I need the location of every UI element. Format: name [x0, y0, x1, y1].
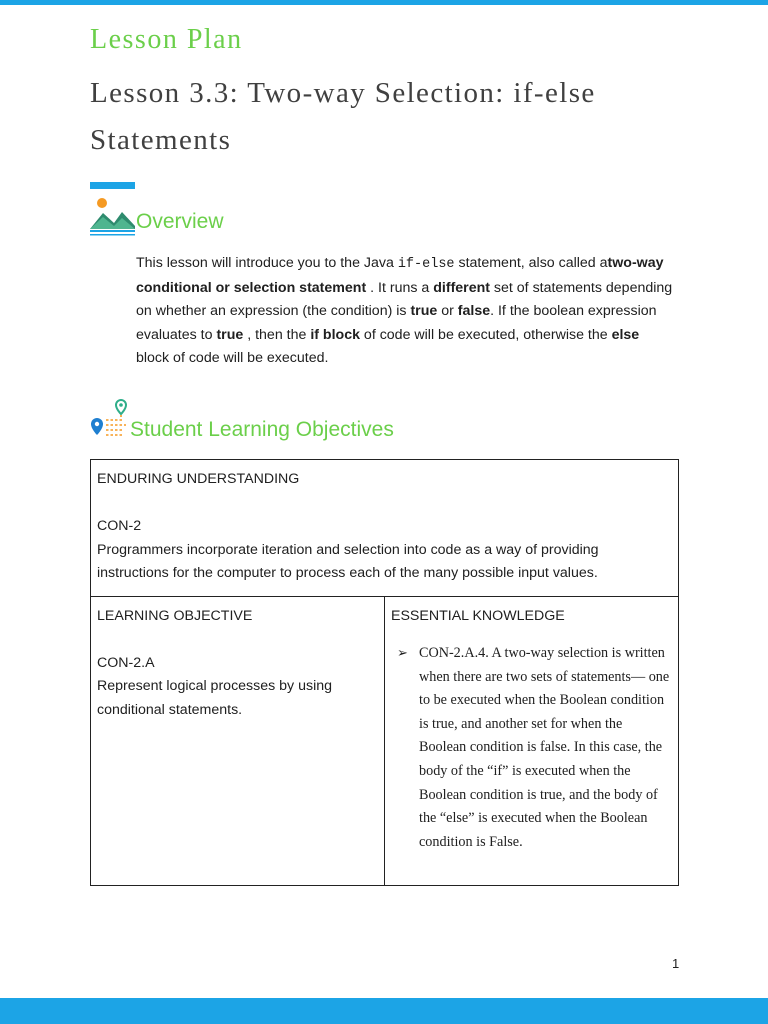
- landscape-image-icon: [90, 182, 135, 237]
- term-false: false: [457, 303, 491, 319]
- map-route-icon: [88, 398, 130, 442]
- essential-knowledge-cell: [385, 596, 679, 885]
- bottom-accent-bar: [0, 998, 768, 1024]
- term-two-way-conditional: two-way conditional or selection statement: [136, 255, 664, 296]
- top-accent-bar: [0, 0, 768, 5]
- essential-knowledge-text: CON-2.A.4. A two-way selection is written when there are two sets of statements— one to be executed when the Boolean condition is true, and another set for when the Boolean condition is false. In this case, the body of the “if” is executed when the Boolean condition is true, and the body of the “else” is executed when the Boolean condition is False.: [419, 645, 670, 850]
- overview-text-segment: This lesson will introduce you to the Java: [136, 255, 398, 271]
- term-true: true: [410, 303, 438, 319]
- lesson-title: Lesson 3.3: Two-way Selection: if-else Statements: [90, 77, 596, 156]
- overview-text-segment: , then the: [243, 326, 311, 343]
- term-else: else: [611, 326, 640, 343]
- table-row: [91, 460, 679, 597]
- page-number: 1: [672, 956, 680, 971]
- term-different: different: [433, 279, 490, 296]
- learning-objective-label: LEARNING OBJECTIVE: [97, 607, 253, 624]
- enduring-understanding-text: Programmers incorporate iteration and selection into code as a way of providing instructions for the computer to process each of the many possible input values.: [97, 541, 599, 581]
- overview-paragraph: [136, 252, 676, 371]
- essential-knowledge-label: ESSENTIAL KNOWLEDGE: [391, 607, 565, 624]
- overview-text-segment: block of code will be executed.: [136, 350, 329, 366]
- overview-text-segment: . It runs a: [366, 279, 434, 296]
- objectives-heading: Student Learning Objectives: [130, 418, 394, 441]
- document-label: Lesson Plan: [90, 24, 243, 55]
- overview-text-segment: statement, also called a: [454, 255, 608, 271]
- term-if-block: if block: [310, 326, 360, 343]
- objectives-table: [90, 459, 679, 886]
- essential-knowledge-list: [391, 642, 672, 854]
- learning-objective-cell: [91, 596, 385, 885]
- enduring-understanding-cell: [91, 460, 679, 597]
- learning-objective-code: CON-2.A: [97, 654, 155, 671]
- term-true-2: true: [216, 326, 244, 343]
- code-if-else: if-else: [397, 257, 455, 272]
- overview-text-segment: or: [437, 303, 458, 319]
- enduring-understanding-label: ENDURING UNDERSTANDING: [97, 471, 300, 487]
- arrow-bullet-icon: ➢: [397, 646, 408, 661]
- overview-text-segment: . If the boolean expression evaluates to: [136, 303, 657, 343]
- enduring-understanding-code: CON-2: [97, 518, 142, 534]
- list-item: [391, 642, 672, 854]
- overview-text-segment: set of statements depending on whether an expression (the condition) is: [136, 279, 673, 319]
- overview-text-segment: of code will be executed, otherwise the: [359, 326, 612, 343]
- table-row: [91, 596, 679, 885]
- overview-heading: Overview: [136, 210, 224, 233]
- learning-objective-text: Represent logical processes by using conditional statements.: [97, 678, 333, 718]
